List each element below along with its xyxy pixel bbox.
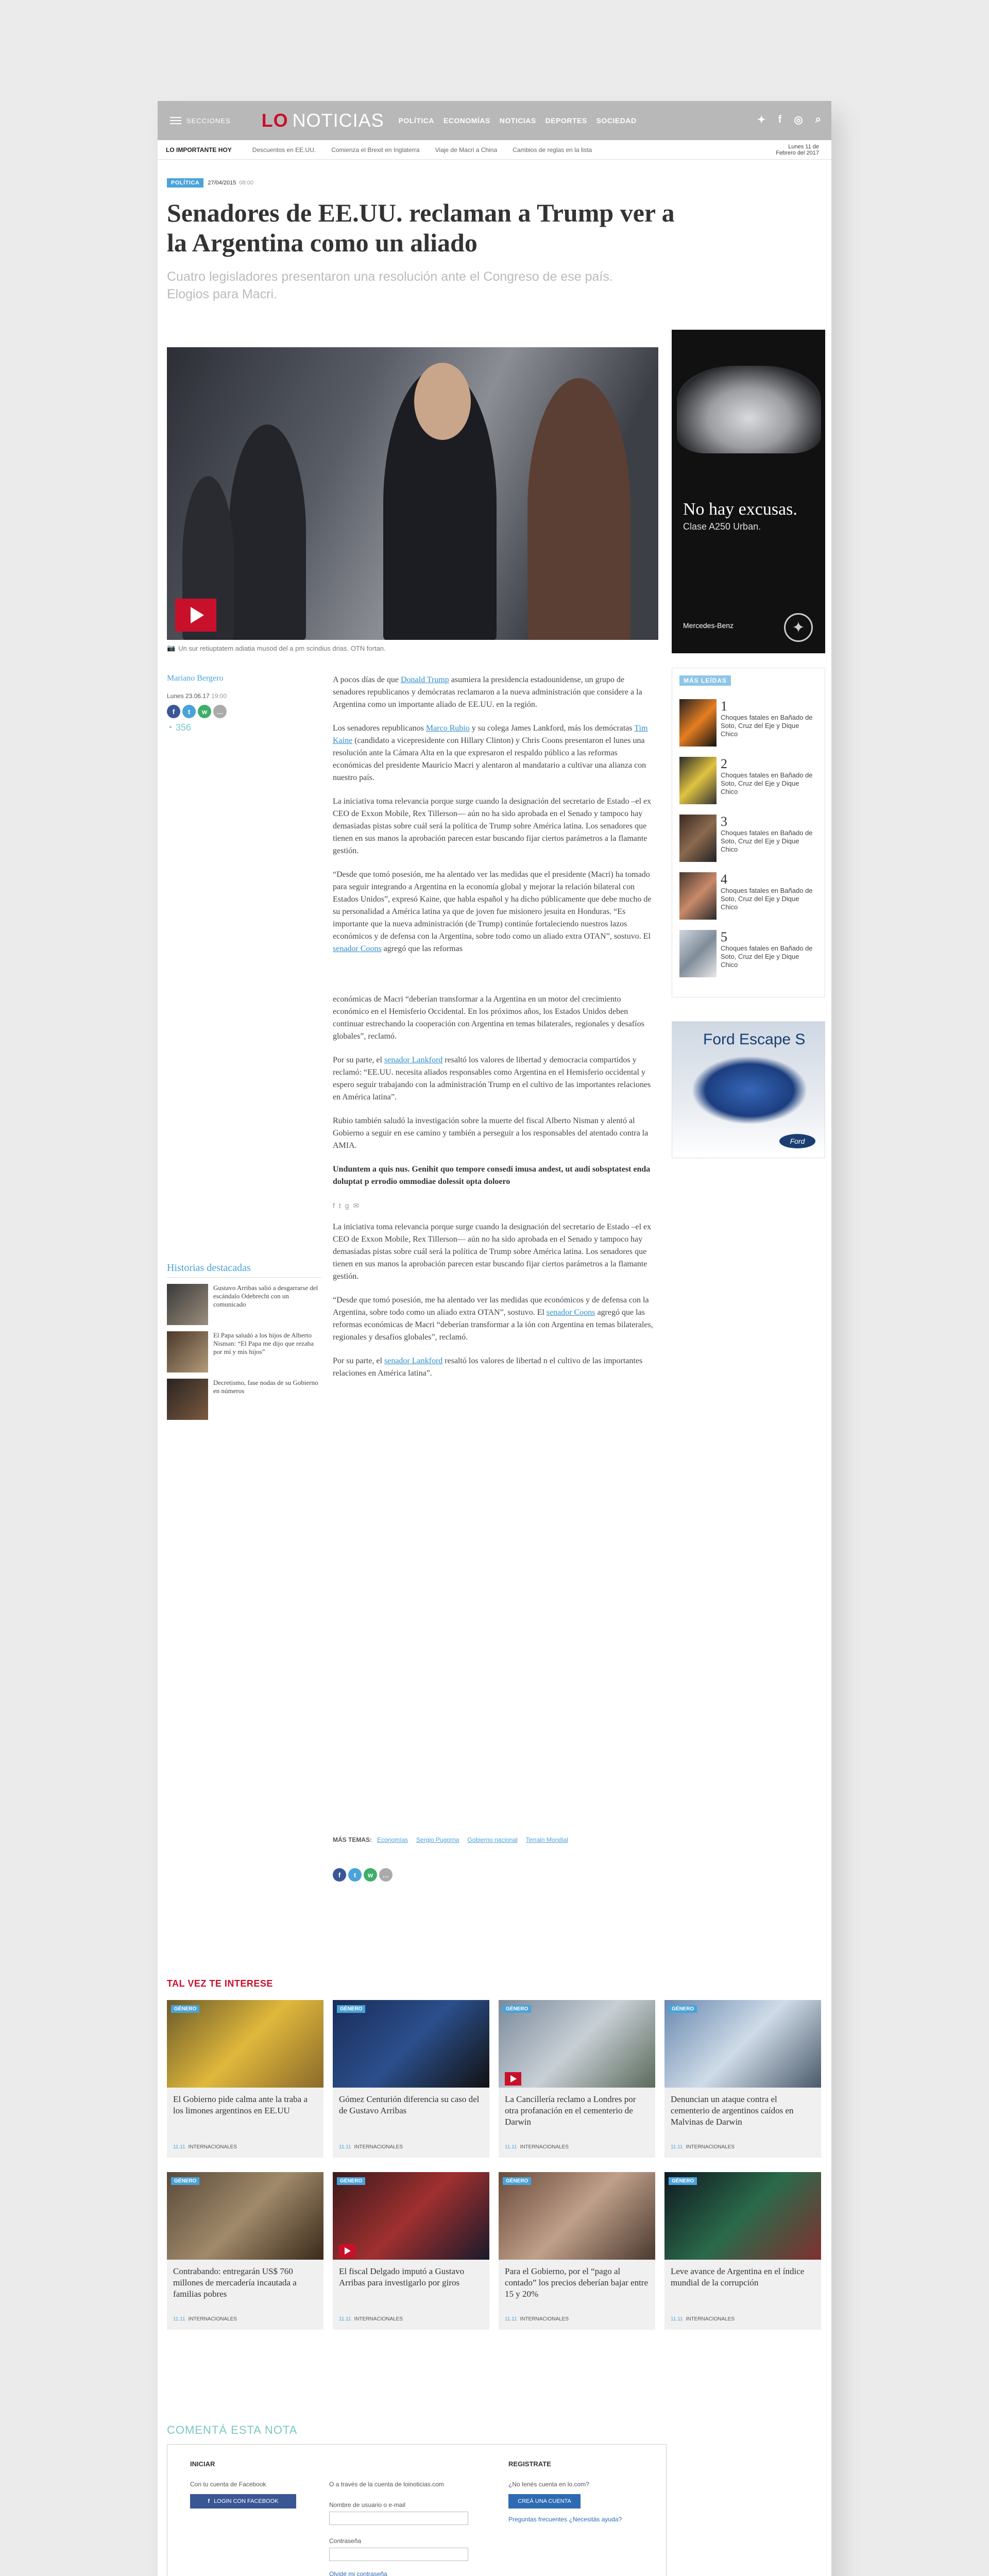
header-social <box>745 113 821 126</box>
paragraph: Rubio también saludó la investigación sobre la muerte del fiscal Alberto Nisman y alentó al Gobierno a seguir en ese camino y también a perseguir a los responsables del atentado contra la AMIA. <box>333 1116 649 1150</box>
related-card[interactable] <box>167 2000 323 2158</box>
twitter-share-icon[interactable]: t <box>182 705 196 718</box>
more-share-icon[interactable]: … <box>379 1868 393 1882</box>
card-title: El fiscal Delgado imputó a Gustavo Arribas para investigarlo por giros <box>339 2266 465 2287</box>
author-name[interactable]: Mariano Bergero <box>167 674 224 683</box>
related-card-image <box>499 2000 655 2088</box>
most-read-thumb <box>679 872 717 920</box>
most-read-item[interactable] <box>679 930 819 977</box>
faq-link[interactable]: Preguntas frecuentes ¿Necesitás ayuda? <box>508 2516 622 2523</box>
photo-person <box>527 378 630 640</box>
tag-link[interactable]: Economías <box>377 1836 408 1843</box>
related-title: TAL VEZ TE INTERESE <box>167 1978 273 1989</box>
trending-link[interactable]: Comienza el Brexit en Inglaterra <box>331 146 420 154</box>
most-read-num: 5 <box>721 929 727 944</box>
fb-button-label: LOGIN CON FACEBOOK <box>214 2498 279 2504</box>
most-read-text: Choques fatales en Bañado de Soto, Cruz del Eje y Dique Chico <box>721 829 813 853</box>
mercedes-ad[interactable] <box>672 330 825 653</box>
most-read-num: 2 <box>721 756 727 771</box>
card-section: 11.11 INTERNACIONALES <box>173 2316 237 2322</box>
ford-logo: Ford <box>779 1134 815 1148</box>
twitter-icon[interactable]: t <box>338 1201 341 1210</box>
card-section: 11.11 INTERNACIONALES <box>671 2144 735 2150</box>
share-count-value: 356 <box>175 722 191 733</box>
article-time: 08:00 <box>239 180 253 186</box>
video-play-icon[interactable] <box>505 2072 521 2086</box>
featured-story-text: Gustavo Arribas salió a desgarrarse del escándalo Odebrecht con un comunicado <box>213 1284 318 1308</box>
ad-subtitle: Clase A250 Urban. <box>683 521 761 532</box>
related-card-image <box>333 2172 489 2260</box>
search-icon[interactable]: ⌕ <box>815 114 821 125</box>
featured-stories <box>167 1262 321 1420</box>
link-senador-lankford[interactable]: senador Lankford <box>384 1056 443 1064</box>
share-count-icon: ◔ <box>167 722 173 733</box>
ad-car-image <box>677 366 821 453</box>
nav-politica[interactable]: POLÍTICA <box>398 116 434 125</box>
ad-brand: Mercedes-Benz <box>683 621 734 630</box>
mercedes-star-icon: ✦ <box>784 613 813 642</box>
username-input[interactable] <box>329 2512 468 2525</box>
most-read-thumb <box>679 699 717 747</box>
photo-face <box>414 363 471 440</box>
featured-story[interactable] <box>167 1331 321 1372</box>
most-read-thumb <box>679 757 717 804</box>
username-label: Nombre de usuario o e-mail <box>329 2501 406 2509</box>
ad-title: No hay excusas. <box>683 500 797 519</box>
password-label: Contraseña <box>329 2537 362 2545</box>
paragraph: “Desde que tomó posesión, me ha alentado ver las medidas que el presidente (Macri) ha tomado para seguir integrando a Argentina en la economía global y mejorar la relación bilateral con Estados Unidos”, expresó Kaine, que habla español y ha dicho públicamente que debe mucho de su personalidad a América latina ya que de joven fue misionero jesuita en Honduras. “Es importante que la nueva administración (de Trump) continúe fortaleciendo nuestros lazos económicos y de defensa con la Argentina, sobre todo como un aliado extra OTAN”, sostuvo. El senador Coons agregó que las reformas <box>333 870 652 953</box>
trending-link[interactable]: Descuentos en EE.UU. <box>252 146 316 154</box>
play-button[interactable] <box>175 599 216 632</box>
featured-thumb <box>167 1284 208 1325</box>
sections-menu-label: SECCIONES <box>186 116 231 125</box>
featured-stories-title: Historias destacadas <box>167 1262 321 1278</box>
camera-icon: 📷 <box>167 644 176 652</box>
sections-menu-button[interactable] <box>170 117 231 125</box>
related-card[interactable] <box>664 2000 821 2158</box>
paragraph: La iniciativa toma relevancia porque surge cuando la designación del secretario de Estado –el ex CEO de Exxon Mobile, Rex Tillerson— aún no ha sido aprobada en el Senado y tampoco hay demasiadas pistas sobre cuál será la política de Trump sobre América latina. Los senadores que tienen en sus manos la aprobación parecen estar buscando fijar ciertos parámetros a la flamante gestión. <box>333 797 652 855</box>
ford-ad-title: Ford Escape S <box>703 1031 806 1048</box>
register-heading: REGISTRATE <box>508 2460 551 2468</box>
article-headline: Senadores de EE.UU. reclaman a Trump ver a la Argentina como un aliado <box>167 198 675 257</box>
most-read-text: Choques fatales en Bañado de Soto, Cruz del Eje y Dique Chico <box>721 771 813 795</box>
related-card-image <box>664 2172 821 2260</box>
card-section: 11.11 INTERNACIONALES <box>671 2316 735 2322</box>
mail-icon[interactable]: ✉ <box>353 1201 360 1210</box>
most-read-num: 1 <box>721 699 727 714</box>
most-read-item[interactable] <box>679 872 819 920</box>
tag-link[interactable]: Sergio Pugorna <box>416 1836 459 1843</box>
create-account-button[interactable]: CREÁ UNA CUENTA <box>508 2494 581 2509</box>
login-box <box>167 2444 667 2576</box>
trending-link[interactable]: Viaje de Macri a China <box>435 146 498 154</box>
tags-label: MÁS TEMAS: <box>333 1836 372 1843</box>
fb-login-text: Con tu cuenta de Facebook <box>190 2481 266 2488</box>
twitter-icon[interactable]: ✦ <box>757 114 766 126</box>
category-badge[interactable]: POLÍTICA <box>167 178 203 188</box>
featured-story[interactable] <box>167 1284 321 1325</box>
trending-bar <box>158 140 831 160</box>
hero-caption <box>167 644 386 652</box>
main-nav <box>399 116 646 125</box>
card-section: 11.11 INTERNACIONALES <box>339 2144 403 2150</box>
card-label: GÉNERO <box>669 2177 697 2185</box>
register-question: ¿No tenés cuenta en lo.com? <box>508 2481 589 2488</box>
related-card-image <box>167 2172 323 2260</box>
facebook-login-button[interactable] <box>190 2494 296 2509</box>
whatsapp-share-icon[interactable]: w <box>364 1868 377 1882</box>
most-read-thumb <box>679 815 717 862</box>
nav-deportes[interactable]: DEPORTES <box>545 116 587 125</box>
caption-text: Un sur retiuptatem adiatia musod del a pm scindius drias. OTN fortan. <box>178 644 386 652</box>
link-senador-lankford[interactable]: senador Lankford <box>384 1357 443 1365</box>
most-read-num: 3 <box>721 814 727 829</box>
logo-lo: LO <box>261 110 288 131</box>
related-card[interactable] <box>499 2172 655 2330</box>
paragraph: A pocos días de que Donald Trump asumiera la presidencia estadounidense, un grupo de senadores republicanos y demócratas reclamaron a la nueva administración que considere a la Argentina como un importante aliado de EE.UU. en la región. <box>333 675 642 709</box>
related-card-image <box>167 2000 323 2088</box>
card-title: Gómez Centurión diferencia su caso del de Gustavo Arribas <box>339 2094 480 2115</box>
nav-sociedad[interactable]: SOCIEDAD <box>596 116 637 125</box>
nav-noticias[interactable]: NOTICIAS <box>499 116 536 125</box>
tag-link[interactable]: Gobierno nacional <box>467 1836 518 1843</box>
featured-story-text: Decretismo, fase nodas de su Gobierno en números <box>213 1379 318 1395</box>
date-line: Febrero del 2017 <box>776 150 819 156</box>
paragraph: “Desde que tomó posesión, me ha alentado ver las medidas que económicos y de defensa con la Argentina, sobre todo como un aliado extra OTAN”, sostuvo. El senador Coons agregó que las reformas económicas de Macri “deberían transformar a la ión con Argentina en temas bilaterales, regionales y desafíos globales”, reclamó. <box>333 1296 653 1342</box>
link-donald-trump[interactable]: Donald Trump <box>400 675 449 684</box>
link-senador-coons[interactable]: senador Coons <box>333 944 382 953</box>
card-title: Para el Gobierno, por el “pago al contado” los precios deberían bajar entre 15 y 20% <box>505 2266 649 2299</box>
inline-share <box>333 1199 657 1212</box>
facebook-icon[interactable]: f <box>778 114 782 125</box>
facebook-share-icon[interactable]: f <box>333 1868 346 1882</box>
ford-ad[interactable] <box>672 1021 825 1158</box>
card-label: GÉNERO <box>337 2005 365 2013</box>
paragraph: económicas de Macri “deberían transformar a la Argentina en un motor del crecimiento económico en el Hemisferio Occidental. En los próximos años, los Estados Unidos deben continuar estrechando la cooperación con Argentina en temas bilaterales, regionales y desafíos globales”, reclamó. <box>333 995 644 1041</box>
article-body <box>333 674 657 1391</box>
share-row <box>167 705 321 718</box>
ford-car-image <box>693 1057 806 1124</box>
facebook-share-icon[interactable]: f <box>167 705 180 718</box>
inline-spacer <box>333 967 657 993</box>
paragraph: Los senadores republicanos Marco Rubio y su colega James Lankford, más los demócratas Tim Kaine (candidato a vicepresidente con Hillary Clinton) y Chris Coons presentaron el lunes una resolución ante la Cámara Alta en la que expresaron el respaldo público a las reformas económicas del presidente Mauricio Macri y alentaron al mandatario a cultivar una alianza con nuestro país. <box>333 724 648 782</box>
related-card[interactable] <box>333 2000 489 2158</box>
gplus-icon[interactable]: g <box>345 1201 349 1210</box>
most-read-item[interactable] <box>679 815 819 862</box>
card-label: GÉNERO <box>503 2177 531 2185</box>
author-block <box>167 674 321 733</box>
featured-thumb <box>167 1379 208 1420</box>
site-logo[interactable] <box>262 110 384 131</box>
card-section: 11.11 INTERNACIONALES <box>173 2144 237 2150</box>
article-lead: Cuatro legisladores presentaron una resolución ante el Congreso de ese país. Elogios para Macri. <box>167 269 613 301</box>
instagram-icon[interactable]: ◎ <box>794 114 803 126</box>
paragraph: Por su parte, el senador Lankford resaltó los valores de libertad y democracia compartidos y reclamó: “EE.UU. necesita aliados responsables como Argentina en el Hemisferio occidental y espero seguir trabajando con la administración Trump en el cultivo de las importantes relaciones en América latina”. <box>333 1056 651 1101</box>
site-login-text: O a través de la cuenta de loinoticias.com <box>329 2481 444 2488</box>
related-card[interactable] <box>664 2172 821 2330</box>
related-card[interactable] <box>167 2172 323 2330</box>
featured-thumb <box>167 1331 208 1372</box>
most-read-thumb <box>679 930 717 977</box>
card-label: GÉNERO <box>669 2005 697 2013</box>
photo-person <box>229 425 306 640</box>
most-read-widget <box>672 668 825 997</box>
most-read-text: Choques fatales en Bañado de Soto, Cruz del Eje y Dique Chico <box>721 944 813 969</box>
card-title: El Gobierno pide calma ante la traba a los limones argentinos en EE.UU <box>173 2094 308 2115</box>
card-title: Leve avance de Argentina en el índice mundial de la corrupción <box>671 2266 805 2287</box>
tag-link[interactable]: Terrain Mondial <box>525 1836 568 1843</box>
most-read-text: Choques fatales en Bañado de Soto, Cruz del Eje y Dique Chico <box>721 887 813 911</box>
most-read-item[interactable] <box>679 757 819 804</box>
card-title: La Cancillería reclamo a Londres por otra profanación en el cementerio de Darwin <box>505 2094 636 2127</box>
whatsapp-share-icon[interactable]: w <box>198 705 211 718</box>
nav-economias[interactable]: ECONOMÍAS <box>443 116 490 125</box>
card-label: GÉNERO <box>171 2005 199 2013</box>
card-section: 11.11 INTERNACIONALES <box>505 2316 569 2322</box>
related-card[interactable] <box>499 2000 655 2158</box>
related-card[interactable] <box>333 2172 489 2330</box>
share-count <box>167 722 321 733</box>
facebook-icon[interactable]: f <box>333 1201 335 1210</box>
password-input[interactable] <box>329 2548 468 2561</box>
top-header <box>158 101 831 140</box>
forgot-password-link[interactable]: Olvidé mi contraseña <box>329 2570 387 2576</box>
meta-date: Lunes 23.06.17 <box>167 692 210 700</box>
facebook-icon: f <box>208 2498 210 2504</box>
featured-story-text: El Papa saludó a los hijos de Alberto Nisman: “El Papa me dijo que rezaba por mí y mis hijos” <box>213 1331 314 1355</box>
most-read-text: Choques fatales en Bañado de Soto, Cruz del Eje y Dique Chico <box>721 714 813 738</box>
date-line: Lunes 11 de <box>788 144 819 150</box>
card-label: GÉNERO <box>503 2005 531 2013</box>
card-title: Contrabando: entregarán US$ 760 millones de mercadería incautada a familias pobres <box>173 2266 297 2299</box>
meta-time: 19:00 <box>211 692 227 700</box>
video-play-icon[interactable] <box>339 2244 355 2258</box>
card-section: 11.11 INTERNACIONALES <box>339 2316 403 2322</box>
tags-row <box>333 1836 576 1843</box>
paragraph: La iniciativa toma relevancia porque surge cuando la designación del secretario de Estado –el ex CEO de Exxon Mobile, Rex Tillerson— aún no ha sido aprobada en el Senado y tampoco hay demasiadas pistas sobre cuál será la política de Trump sobre América latina. Los senadores que tienen en sus manos la aprobación parecen estar buscando fijar ciertos parámetros a la flamante gestión. <box>333 1223 652 1281</box>
trending-label: LO IMPORTANTE HOY <box>166 146 232 154</box>
link-marco-rubio[interactable]: Marco Rubio <box>425 724 470 733</box>
article-category-row <box>167 178 253 188</box>
card-label: GÉNERO <box>337 2177 365 2185</box>
comments-title: COMENTÁ ESTA NOTA <box>167 2424 298 2436</box>
hamburger-icon <box>170 117 181 124</box>
card-section: 11.11 INTERNACIONALES <box>505 2144 569 2150</box>
trending-link[interactable]: Cambios de reglas en la lista <box>513 146 592 154</box>
more-share-icon[interactable]: … <box>213 705 227 718</box>
bottom-share <box>333 1868 395 1882</box>
page <box>158 101 831 2576</box>
card-label: GÉNERO <box>171 2177 199 2185</box>
login-heading: INICIAR <box>190 2460 215 2468</box>
related-card-image <box>664 2000 821 2088</box>
hero-video[interactable] <box>167 347 658 640</box>
related-card-image <box>499 2172 655 2260</box>
logo-noticias: NOTICIAS <box>292 110 384 131</box>
most-read-item[interactable] <box>679 699 819 747</box>
pull-quote: Unduntem a quis nus. Genihit quo tempore consedi imusa andest, ut audi sobsptatest enda doluptat p errodio ommodiae dolessit opta doloero <box>333 1165 651 1186</box>
paragraph: Por su parte, el senador Lankford resaltó los valores de libertad n el cultivo de las importantes relaciones en América latina”. <box>333 1357 643 1378</box>
related-card-image <box>333 2000 489 2088</box>
most-read-num: 4 <box>721 872 727 887</box>
author-meta <box>167 692 321 700</box>
featured-story[interactable] <box>167 1379 321 1420</box>
link-tim-kaine[interactable]: Tim Kaine <box>333 724 648 745</box>
link-senador-coons[interactable]: senador Coons <box>546 1308 595 1317</box>
article-date: 27/04/2015 <box>208 180 236 186</box>
most-read-title: MÁS LEÍDAS <box>679 675 731 686</box>
current-date <box>776 144 819 156</box>
twitter-share-icon[interactable]: t <box>348 1868 362 1882</box>
card-title: Denuncian un ataque contra el cementerio de argentinos caídos en Malvinas de Darwin <box>671 2094 794 2127</box>
